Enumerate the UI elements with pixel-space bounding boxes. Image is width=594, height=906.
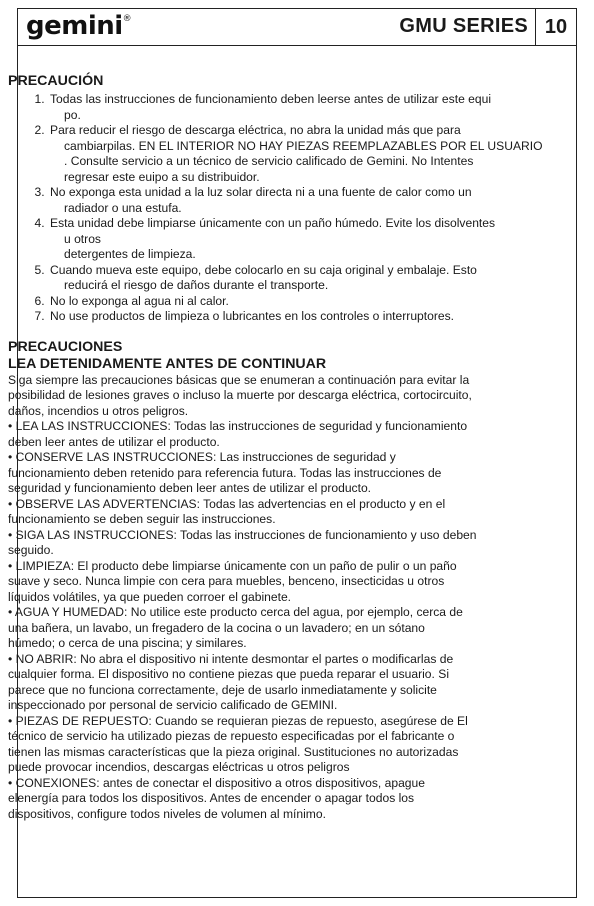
precauciones-line: • NO ABRIR: No abra el dispositivo ni intente desmontar el partes o modificarlas de — [8, 651, 454, 666]
precaucion-line: u otros — [64, 231, 101, 246]
precaucion-item — [48, 123, 546, 185]
precaucion-line: regresar este euipo a su distribuidor. — [64, 169, 260, 184]
precaucion-heading: PRECAUCIÓN — [8, 73, 104, 89]
precaucion-line: detergentes de limpieza. — [64, 247, 196, 261]
page-header — [18, 9, 576, 46]
precauciones-line: deben leer antes de utilizar el producto. — [8, 434, 220, 449]
precauciones-line: dispositivos, configure todos niveles de volumen al mínimo. — [8, 806, 326, 821]
precauciones-line: parece que no funciona correctamente, deje de usarlo inmediatamente y solicite — [8, 682, 437, 697]
precauciones-subheading: LEA DETENIDAMENTE ANTES DE CONTINUAR — [8, 355, 327, 372]
precauciones-line: • OBSERVE LAS ADVERTENCIAS: Todas las advertencias en el producto y en el — [8, 496, 446, 511]
precauciones-line: líquidos volátiles, ya que pueden corroer el gabinete. — [8, 589, 292, 604]
precaucion-item — [48, 294, 546, 310]
precaucion-line: radiador o una estufa. — [64, 200, 182, 215]
precauciones-line: • AGUA Y HUMEDAD: No utilice este producto cerca del agua, por ejemplo, cerca de — [8, 605, 463, 619]
precaucion-line: 5. Cuando mueva este equipo, debe colocarlo en su caja original y embalaje. Esto — [50, 262, 477, 277]
precauciones-line: • CONSERVE LAS INSTRUCCIONES: Las instrucciones de seguridad y — [8, 450, 396, 464]
precauciones-line: funcionamiento se deben seguir las instrucciones. — [8, 512, 276, 526]
precauciones-line: elenergía para todos los dispositivos. Antes de encender o apagar todos los — [8, 791, 415, 805]
precauciones-body — [8, 373, 546, 823]
registered-mark: ® — [122, 14, 132, 25]
precauciones-line: • PIEZAS DE REPUESTO: Cuando se requieran piezas de repuesto, asegúrese de El — [8, 713, 468, 728]
precauciones-heading: PRECAUCIONES — [8, 338, 123, 355]
precauciones-line: daños, incendios u otros peligros. — [8, 403, 189, 418]
precaucion-line: 7. No use productos de limpieza o lubricantes en los controles o interruptores. — [50, 309, 455, 323]
precauciones-line: una bañera, un lavabo, un fregadero de la cocina o un lavadero; en un sótano — [8, 620, 425, 635]
precaucion-item — [48, 216, 546, 263]
page-number: 10 — [535, 9, 576, 45]
precaucion-line: 6. No lo exponga al agua ni al calor. — [50, 293, 229, 308]
page-content — [8, 73, 546, 822]
precauciones-line: • LIMPIEZA: El producto debe limpiarse únicamente con un paño de pulir o un paño — [8, 558, 457, 573]
precaucion-item — [48, 185, 546, 216]
precauciones-line: tienen las mismas características que la pieza original. Sustituciones no autorizadas — [8, 744, 459, 759]
precauciones-line: seguido. — [8, 543, 54, 557]
precaucion-list — [8, 92, 546, 325]
precauciones-line: seguridad y funcionamiento deben leer antes de utilizar el producto. — [8, 481, 372, 495]
precauciones-line: funcionamiento deben retenido para referencia futura. Todas las instrucciones de — [8, 465, 442, 480]
precaucion-line: 1. Todas las instrucciones de funcionamiento deben leerse antes de utilizar este equi — [50, 92, 492, 106]
precauciones-line: • CONEXIONES: antes de conectar el dispositivo a otros dispositivos, apague — [8, 775, 425, 790]
precauciones-line: • SIGA LAS INSTRUCCIONES: Todas las instrucciones de funcionamiento y uso deben — [8, 527, 477, 542]
series-title: GMU SERIES — [399, 15, 528, 37]
precaucion-item — [48, 263, 546, 294]
precauciones-line: Siga siempre las precauciones básicas que se enumeran a continuación para evitar la — [8, 372, 470, 387]
precauciones-line: inspeccionado por personal de servicio calificado de GEMINI. — [8, 698, 338, 712]
precaucion-line: 2. Para reducir el riesgo de descarga eléctrica, no abra la unidad más que para — [50, 123, 461, 137]
precaucion-line: 4. Esta unidad debe limpiarse únicamente con un paño húmedo. Evite los disolventes — [50, 216, 496, 230]
precaucion-item — [48, 92, 546, 123]
precaucion-line: po. — [64, 107, 81, 122]
precauciones-line: húmedo; o cerca de una piscina; y similares. — [8, 636, 247, 650]
precauciones-line: suave y seco. Nunca limpie con cera para muebles, benceno, insecticidas u otros — [8, 574, 445, 588]
precauciones-line: técnico de servicio ha utilizado piezas de repuesto especificadas por el fabricante o — [8, 729, 455, 743]
gemini-logo: gemini® — [26, 11, 132, 41]
precaucion-line: cambiarpilas. EN EL INTERIOR NO HAY PIEZAS REEMPLAZABLES POR EL USUARIO — [64, 138, 543, 153]
precaucion-line: . Consulte servicio a un técnico de servicio calificado de Gemini. No Intentes — [64, 154, 474, 168]
precaucion-line: 3. No exponga esta unidad a la luz solar directa ni a una fuente de calor como un — [50, 185, 472, 199]
precauciones-line: puede provocar incendios, descargas eléctricas u otros peligros — [8, 760, 350, 774]
precaucion-item — [48, 309, 546, 325]
precauciones-line: cualquier forma. El dispositivo no contiene piezas que pueda reparar el usuario. Si — [8, 667, 450, 681]
precauciones-line: • LEA LAS INSTRUCCIONES: Todas las instrucciones de seguridad y funcionamiento — [8, 419, 468, 433]
precauciones-line: posibilidad de lesiones graves o incluso la muerte por descarga eléctrica, cortocircuito, — [8, 388, 472, 402]
precaucion-line: reducirá el riesgo de daños durante el transporte. — [64, 278, 329, 292]
